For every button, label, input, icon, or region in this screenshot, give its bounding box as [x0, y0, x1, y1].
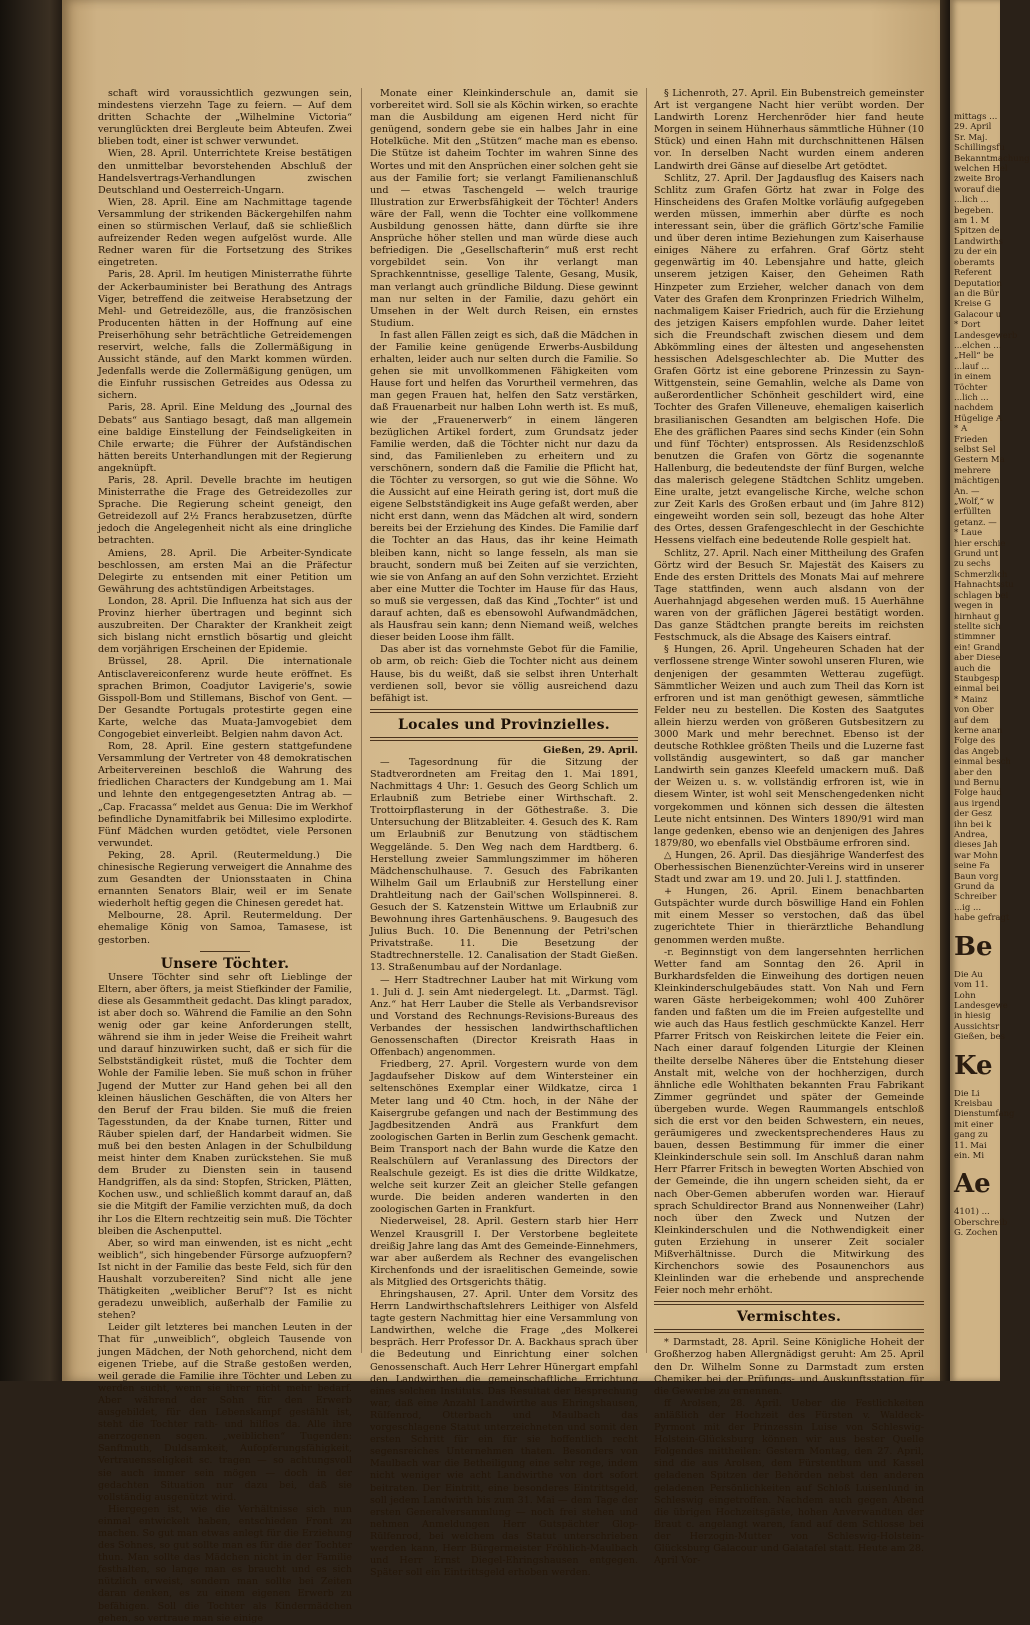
adjacent-page-line: hirnhaut g	[954, 611, 1000, 622]
adjacent-page-line: aus irgend	[954, 798, 1000, 809]
adjacent-page-line: Frieden	[954, 434, 988, 445]
adjacent-page-lines	[950, 0, 1030, 924]
adjacent-page-edge	[950, 0, 1030, 1381]
adjacent-page-line: in einem	[954, 372, 992, 383]
article-paragraph: △ Hungen, 26. April. Das diesjährige Wanderfest des Oberhessischen Bienenzüchter-Vereins wird in unserer Stadt und zwar am 19. und 20. Juli l. J. stattfinden.	[654, 849, 924, 886]
adjacent-page-line: Kreisbau	[954, 1098, 993, 1109]
article-paragraph: Wien, 28. April. Eine am Nachmittage tagende Versammlung der strikenden Bäckergehilfen nahm einen so stürmischen Verlauf, daß sie schließlich aufreizender Reden wegen aufgelöst wurde. Alle Redner waren für die Fortsetzung des Strikes eingetreten.	[98, 196, 352, 269]
adjacent-page-line: aber Diese	[954, 653, 1001, 664]
article-paragraph: ff Arolsen, 28. April. Ueber die Festlichkeiten anläßlich der Hochzeit des Fürsten v. Waldeck-Pyrmont mit der Prinzessin Luise von Schleswig-Holstein-Glücksburg können wir aus bester Quelle Folgendes mittheilen: Gestern Montag, den 27. April, sind die aus Arolsen, dem Fürstenthum und Kassel geladenen Spitzen der Behörden nebst den anderen geladenen Persönlichkeiten auf Schloß Luisenlund in Schleswig eingetroffen. Nachdem auch gegen Abend die übrigen Hochzeitsgäste, hohen Anverwandten der Braut c. angelangt waren, fand auf dem Schlosse bei der Herzogin-Mutter von Schleswig-Holstein-Glücksburg Galacour und Galatafel statt. Heute am 28. April Vor-	[654, 1397, 924, 1567]
adjacent-page-line: Kreise G	[954, 299, 992, 310]
adjacent-page-line: ...lich ...	[954, 195, 989, 206]
section-rule	[370, 737, 638, 741]
article-paragraph: In fast allen Fällen zeigt es sich, daß die Mädchen in der Familie keine genügende Erwerbs-Ausbildung erhalten, leider auch nur selten durch die Familie. So gehen sie mit unvollkommenen Fähigkeiten vom Hause fort und helfen das Vorurtheil vermehren, das man gegen Frauen hat, helfen den Satz verstärken, daß Frauenarbeit nur halben Lohn werth ist. Es muß, wie der „Frauenerwerb“ in einem längeren bezüglichen Artikel fordert, zum Grundsatz jeder Familie werden, daß die Töchter nicht nur dazu da sind, das Familienleben zu erheitern und zu verschönern, sondern daß die Familie die Pflicht hat, die Töchter zu versorgen, so gut wie die Söhne. Wo die Aussicht auf eine Heirath gering ist, dort muß die eigene Selbstständigkeit ins Auge gefaßt werden, aber nicht erst dann, wenn das Mädchen alt wird, sondern bereits bei der Erziehung des Kindes. Die Familie darf die Tochter an das Haus, das ihr keine Heimath bleiben kann, nicht so lange fesseln, als man sie braucht, sondern muß bei Zeiten auf sie verzichten, wie sie von Anfang an auf den Sohn verzichtet. Erzieht aber eine Mutter die Tochter im Hause für das Haus, so muß sie vergessen, daß das Kind „Tochter“ ist und darauf achten, daß es ebensowohl Aufwandmädchen, als Hausfrau sein kann; denn Niemand weiß, welches dieser beiden Loose ihm fällt.	[370, 329, 638, 644]
adjacent-page-line: habe gefragt	[954, 913, 1010, 924]
adjacent-page-line: G. Zochen	[954, 1228, 998, 1239]
adjacent-page-line: mittags ...	[954, 112, 998, 122]
adjacent-page-line: Deputation	[954, 278, 1002, 289]
adjacent-page-heading: Ae	[954, 1169, 991, 1200]
adjacent-page-line: Bekanntmachung	[954, 153, 1030, 164]
adjacent-page-line: * Laue	[954, 528, 983, 539]
adjacent-page-lines	[950, 969, 1008, 1043]
article-paragraph: Leider gilt letzteres bei manchen Leuten in der That für „unweiblich“, obgleich Tausende von jungen Mädchen, der Noth gehorchend, nicht dem eigenen Triebe, auf die Straße gestoßen werden, weil gerade die Familie ihre Töchter und Leben zu werden sucht, wenn sie ihrer nicht mehr bedarf. Aber während der Sohn für den Erwerb ausgebildet, für den Lebenskampf gestählt ist, steht die Tochter rath- und hilflos da. Alle ihre anerzogenen sogen. „weiblichen“ Tugenden: Sanftmuth, Duldsamkeit, Aufopferungsfähigkeit, Vertrauensseligkeit sc. tragen — so achtungsvoll sie auch immer sein mögen — doch in der gedachten Situation nur dazu bei, daß sie vollständig ausgenützt wird.	[98, 1322, 352, 1503]
article-paragraph: * Darmstadt, 28. April. Seine Königliche Hoheit der Großherzog haben Allergnädigst geruht: Am 25. April den Dr. Wilhelm Sonne zu Darmstadt zum ersten Chemiker bei der Prüfungs- und Auskunftsstation für die Gewerbe zu ernennen.	[654, 1337, 924, 1397]
article-paragraph: Schlitz, 27. April. Nach einer Mittheilung des Grafen Görtz wird der Besuch Sr. Majestät des Kaisers zu Ende des ersten Drittels des Monats Mai auf mehrere Tage stattfinden, wenn auch alsdann von der Auerhahnjagd abgesehen werden muß. 15 Auerhähne waren von der gräflichen Jägerei bestätigt worden. Das ganze Städtchen prangte bereits im reichsten Festschmuck, als die Absage des Kaisers eintraf.	[654, 547, 924, 644]
adjacent-page-line: am 1. M	[954, 216, 990, 227]
adjacent-page-line: Die Li	[954, 1088, 980, 1099]
adjacent-page-line: Grund unt	[954, 549, 999, 560]
article-paragraph: Wien, 28. April. Unterrichtete Kreise bestätigen den unmittelbar bevorstehenden Abschluß der Handelsvertrags-Verhandlungen zwischen Deutschland und Oesterreich-Ungarn.	[98, 148, 352, 196]
adjacent-page-line: von Ober	[954, 705, 994, 716]
adjacent-page-line: worauf die	[954, 184, 1001, 195]
adjacent-page-line: „Wolf,“ w	[954, 497, 994, 508]
adjacent-page-line: einmal bei	[954, 684, 999, 695]
adjacent-page-line: gang zu	[954, 1130, 989, 1141]
adjacent-page-line: 4101) ...	[954, 1207, 990, 1218]
adjacent-page-line: selbst Sel	[954, 445, 996, 455]
article-paragraph: Paris, 28. April. Im heutigen Ministerrathe führte der Ackerbauminister bei Berathung des Antrags Viger, betreffend die zeitweise Herabsetzung der Mehl- und Getreidezölle, aus, die französischen Producenten hätten in der Hoffnung auf eine Preiserhöhung sehr beträchtliche Getreidemengen reservirt, welche, falls die Zollermäßigung in Aussicht stände, auf den Markt kommen würden. Jedenfalls werde die Zollermäßigung genügen, um die Einfuhr russischen Getreides aus Odessa zu sichern.	[98, 269, 352, 402]
adjacent-page-line: zu sechs	[954, 559, 991, 570]
section-rule	[200, 951, 250, 952]
adjacent-page-line: An. —	[954, 486, 980, 497]
adjacent-page-line: „Hell“ be	[954, 351, 994, 362]
column-rule	[361, 88, 362, 1353]
adjacent-page-line: auf dem	[954, 715, 989, 726]
adjacent-page-line: Sr. Maj.	[954, 132, 988, 143]
adjacent-page-line: Folge haud	[954, 788, 1002, 799]
adjacent-page-line: ...elchen ...	[954, 340, 1002, 351]
article-paragraph: — Tagesordnung für die Sitzung der Stadtverordneten am Freitag den 1. Mai 1891, Nachmittags 4 Uhr: 1. Gesuch des Georg Schlich um Erlaubniß zum Betriebe einer Wirthschaft. 2. Trottoirpflasterung in der Göthestraße. 3. Die Untersuchung der Blitzableiter. 4. Gesuch des K. Ram um Erlaubniß zur Benutzung von städtischem Weggelände. 5. Den Weg nach dem Hardtberg. 6. Herstellung zweier Sammlungszimmer im höheren Mädchenschulhause. 7. Gesuch des Fabrikanten Wilhelm Gail um Erlaubniß zur Herstellung einer Drahtleitung nach der Gail'schen Wollspinnerei. 8. Gesuch der S. Katzenstein Wittwe um Erlaubniß zur Bewohnung ihres Gartenhäuschens. 9. Baugesuch des Julius Buch. 10. Die Benennung der Petri'schen Privatstraße. 11. Die Besetzung der Stadtrechnerstelle. 12. Canalisation der Stadt Gießen. 13. Straßenumbau auf der Nordanlage.	[370, 756, 638, 974]
article-paragraph: -r. Beginnstigt von dem langersehnten herrlichen Wetter fand am Sonntag den 26. April in Burkhardsfelden die Einweihung des dortigen neuen Kleinkinderschulgebäudes statt. Von Nah und Fern waren Gäste herbeigekommen; wohl 400 Zuhörer fanden und faßten um die im Freien aufgestellte und wie auch das Haus festlich geschmückte Kanzel. Herr Pfarrer Fritsch von Reiskirchen leitete die Feier ein. Nach einer darauf folgenden Liturgie der Kleinen theilte derselbe Näheres über die Entstehung dieser Anstalt mit, welche von der hochherzigen, durch ähnliche edle Wohlthaten bekannten Frau Fabrikant Zimmer gegründet und später der Gemeinde übergeben wurde. Wegen Raummangels entschloß sich die erst vor den beiden Schwestern, ein neues, geräumigeres und zweckentsprechenderes Haus zu bauen, dessen Bestimmung für immer die einer Kleinkinderschule sein soll. Im Anschluß daran nahm Herr Pfarrer Fritsch in bewegten Worten Abschied von der Gemeinde, die ihn ungern scheiden sieht, da er nach Ober-Gemen abberufen worden war. Hierauf sprach Schuldirector Brand aus Nonnenweiher (Lahr) noch über den Zweck und Nutzen der Kleinkinderschulen und die Nothwendigkeit einer guten Erziehung in unserer Zeit socialer Mißverhältnisse. Durch die Mitwirkung des Kirchenchors sowie des Posaunenchors aus Kleinlinden war die erhebende und ansprechende Feier noch mehr erhöht.	[654, 946, 924, 1297]
adjacent-page-line: Spitzen de	[954, 226, 1000, 237]
adjacent-page-line: nachdem	[954, 403, 994, 414]
adjacent-page-line: der Gesz	[954, 809, 992, 820]
adjacent-page-line: einmal besch	[954, 757, 1011, 768]
adjacent-page-line: Andrea,	[954, 830, 988, 841]
adjacent-page-line: welchen Hel	[954, 164, 1008, 175]
adjacent-page-line: ...ig ...	[954, 902, 982, 913]
adjacent-page-line: oberamts	[954, 257, 995, 268]
adjacent-page-line: ...lauf ...	[954, 361, 990, 372]
adjacent-page-line: Grund da	[954, 882, 995, 893]
adjacent-page-line: Landesgewe	[954, 1000, 1008, 1011]
adjacent-page-line: Schillingsfu	[954, 143, 1005, 154]
adjacent-page-line: mächtigen	[954, 476, 1000, 487]
article-paragraph: Amiens, 28. April. Die Arbeiter-Syndicate beschlossen, am ersten Mai an die Präfectur Delegirte zu entsenden mit einer Petition um Gewährung des achtstündigen Arbeitstages.	[98, 547, 352, 595]
adjacent-page-line: Staubgesp	[954, 673, 1000, 684]
article-paragraph: Friedberg, 27. April. Vorgestern wurde von dem Jagdaufseher Diskow auf dem Wintersteiner ein seltenschönes Exemplar einer Wildkatze, circa 1 Meter lang und 40 Ctm. hoch, in der Nähe der Kaisergrube gefangen und nach der Bestimmung des Jagdbesitzenden Andrä aus Frankfurt dem zoologischen Garten in Berlin zum Geschenk gemacht. Beim Transport nach der Bahn wurde die Katze den Realschülern auf Veranlassung des Directors der Realschule gezeigt. Es ist dies die dritte Wildkatze, welche seit kurzer Zeit an gleicher Stelle gefangen wurde. Die beiden anderen wanderten in den zoologischen Garten in Frankfurt.	[370, 1059, 638, 1216]
adjacent-page-line: kerne anan	[954, 725, 1003, 736]
adjacent-page-line: aber den	[954, 767, 993, 778]
adjacent-page-line: Oberschreib	[954, 1217, 1008, 1228]
column-left	[98, 88, 352, 1624]
adjacent-page-line: begeben.	[954, 205, 994, 216]
section-heading: Vermischtes.	[736, 1309, 842, 1326]
adjacent-page-line: ein. Mi	[954, 1150, 985, 1161]
adjacent-page-line: hier erschie	[954, 538, 1006, 549]
adjacent-page-line: erfüllten	[954, 507, 992, 518]
adjacent-page-line: getanz. —	[954, 517, 997, 528]
adjacent-page-line: Gestern Ma	[954, 455, 1005, 466]
article-paragraph: Schlitz, 27. April. Der Jagdausflug des Kaisers nach Schlitz zum Grafen Görtz hat zwar in Folge des Hinscheidens des Grafen Moltke vorläufig aufgegeben werden müssen, immerhin aber dürfte es noch interessant sein, über die gräflich Görtz'sche Familie und über deren intime Beziehungen zum Kaiserhause einiges Nähere zu erfahren. Graf Görtz steht gegenwärtig im 40. Lebensjahre und hatte, gleich unserem jetzigen Kaiser, den Geheimen Rath Hinzpeter zum Erzieher, welcher danach von dem Vater des Grafen dem Kronprinzen Friedrich Wilhelm, nachmaligem Kaiser Friedrich, auch für die Erziehung des jetzigen Kaisers empfohlen wurde. Daher leitet sich die Freundschaft zwischen diesem und dem Abkömmling eines der ältesten und angesehensten hessischen Adelsgeschlechter ab. Die Mutter des Grafen Görtz ist eine geborene Prinzessin zu Sayn-Wittgenstein, seine Gemahlin, welche als Dame von außerordentlicher Schönheit geschildert wird, eine Tochter des Grafen Villeneuve, ehemaligen kaiserlich brasilianischen Gesandten am belgischen Hofe. Die Ehe des gräflichen Paares sind sechs Kinder (ein Sohn und fünf Töchter) entsprossen. Als Residenzschloß benutzen die Grafen von Görtz die sogenannte Hallenburg, die bedeutendste der fünf Burgen, welche das malerisch gelegene Städtchen Schlitz umgeben. Eine uralte, jetzt evangelische Kirche, welche schon zur Zeit Karls des Großen erbaut und (im Jahre 812) eingeweiht worden sein soll, bezeugt das hohe Alter des Ortes, dessen Grafengeschlecht in der Geschichte Hessens vielfach eine bedeutende Rolle gespielt hat.	[654, 172, 924, 547]
section-heading: Locales und Provinzielles.	[398, 716, 610, 733]
adjacent-page-line: dieses Jah	[954, 840, 998, 851]
article-paragraph: London, 28. April. Die Influenza hat sich aus der Provinz hierher übertragen und beginnt sich auszubreiten. Der Charakter der Krankheit zeigt sich bislang nicht ernstlich bösartig und gleicht dem vorjährigen Erscheinen der Epidemie.	[98, 595, 352, 656]
adjacent-page-line: Aussichtsr	[954, 1021, 1000, 1032]
adjacent-page-line: stellte sich	[954, 621, 1001, 632]
adjacent-page-line: Galacour u	[954, 309, 1002, 320]
adjacent-page-line: seine Fa	[954, 861, 990, 872]
adjacent-page-line: Schmerzlich	[954, 569, 1008, 580]
adjacent-page-line: * Mainz	[954, 694, 988, 705]
article-paragraph: Melbourne, 28. April. Reutermeldung. Der ehemalige König von Samoa, Tamasese, ist gestorben.	[98, 910, 352, 946]
article-paragraph: Brüssel, 28. April. Die internationale Antisclavereiconferenz wurde heute eröffnet. Es sprachen Brimon, Coadjutor Lavigerie's, sowie Gisspoll-Bom und Stillemans, Bischof von Gent. — Der Gesandte Portugals protestirte gegen eine Karte, welche das Muata-Jamvogebiet dem Congogebiet einverleibt. Belgien nahm davon Act.	[98, 656, 352, 740]
adjacent-page-line: vom 11.	[954, 980, 989, 991]
adjacent-page-line: wegen in	[954, 601, 994, 612]
article-paragraph: schaft wird voraussichtlich gezwungen sein, mindestens vierzehn Tage zu feiern. — Auf dem dritten Schachte der „Wilhelmine Victoria“ verunglückten drei Bergleute beim Abteufen. Zwei blieben todt, einer ist schwer verwundet.	[98, 88, 352, 148]
adjacent-page-line: ein! Grand	[954, 642, 1001, 653]
adjacent-page-line: Die Au	[954, 969, 983, 980]
adjacent-page-line: Landesgewerb	[954, 330, 1018, 341]
adjacent-page-line: Lohn	[954, 990, 976, 1001]
adjacent-page-line: war Mohn	[954, 850, 998, 861]
column-right	[654, 88, 924, 1567]
adjacent-page-line: Hahnachtsstu	[954, 580, 1014, 591]
adjacent-page-line: und Bernu	[954, 778, 1000, 788]
adjacent-page-line: das Angeb	[954, 746, 1000, 757]
article-paragraph: § Hungen, 26. April. Ungeheuren Schaden hat der verflossene strenge Winter sowohl unseren Fluren, wie denjenigen der gesammten Wetterau zugefügt. Sämmtlicher Weizen und auch zum Theil das Korn ist erfroren und ist man genöthigt gewesen, sämmtliche Felder neu zu bestellen. Die Kosten des Saatgutes allein hierzu werden von größeren Gutsbesitzern zu 3000 Mark und mehr berechnet. Ebenso ist der deutsche Rothklee größten Theils und die Luzerne fast vollständig ausgewintert, so daß gar mancher Landwirth sein ganzes Kleefeld umackern muß. Daß der Weizen u. s. w. vollständig erfroren ist, wie in diesem Winter, ist wohl seit Menschengedenken nicht vorgekommen und können sich dessen die ältesten Leute nicht entsinnen. Des Winters 1890/91 wird man lange gedenken, ebenso wie an denjenigen des Jahres 1879/80, wo ebenfalls viel Obstbäume erfroren sind.	[654, 644, 924, 849]
adjacent-page-heading: Be	[954, 931, 993, 962]
article-paragraph: Monate einer Kleinkinderschule an, damit sie vorbereitet wird. Soll sie als Köchin wirken, so erachte man die Ausbildung am eigenen Herd nicht für genügend, sondern gebe sie ein halbes Jahr in eine Hotelküche. Mit den „Stützen“ mache man es ebenso. Die Stütze ist daheim Tochter im wahren Sinne des Wortes und mit den Ansprüchen einer solchen geht sie aus der Familie fort; sie verlangt Familienanschluß und — etwas Taschengeld — welch traurige Illustration zur Erwerbsfähigkeit der Töchter! Anders wäre der Fall, wenn die Tochter eine vollkommene Ausbildung genossen hätte, dann dürfte sie ihre Ansprüche höher stellen und man würde diese auch befriedigen. Die „Gesellschafterin“ muß erst recht vorgebildet sein. Von ihr verlangt man Sprachkenntnisse, gesellige Talente, Gesang, Musik, man verlangt auch gründliche Bildung. Diese gewinnt man nur selten in der Familie, dazu gehört ein Umsehen in der Welt durch Reisen, ein ernstes Studium.	[370, 88, 638, 329]
adjacent-page-line: Referent	[954, 268, 992, 279]
article-paragraph: Niederweisel, 28. April. Gestern starb hier Herr Wenzel Krausgrill I. Der Verstorbene begleitete dreißig Jahre lang das Amt des Gemeinde-Einnehmers, war aber außerdem als Rechner des evangelischen Kirchenfonds und der israelitischen Gemeinde, sowie als Mitglied des Ortsgerichts thätig.	[370, 1216, 638, 1288]
article-paragraph: Peking, 28. April. (Reutermeldung.) Die chinesische Regierung verweigert die Annahme des zum Gesandten der Unionsstaaten in China ernannten Senators Blair, weil er im Senate wiederholt heftig gegen die Chinesen geredet hat.	[98, 849, 352, 910]
article-paragraph: Rom, 28. April. Eine gestern stattgefundene Versammlung der Vertreter von 48 demokratischen Arbeitervereinen beschloß die Wahrung des friedlichen Characters der Kundgebung am 1. Mai und lehnte den entgegengesetzten Antrag ab. — „Cap. Fracassa“ meldet aus Genua: Die im Werkhof befindliche Dynamitfabrik bei Millesimo explodirte. Fünf Mädchen wurden getödtet, viele Personen verwundet.	[98, 741, 352, 849]
adjacent-page-heading: Ke	[954, 1050, 993, 1081]
adjacent-page-line: zweite Bro	[954, 174, 1001, 185]
adjacent-page-line: Folge des	[954, 736, 996, 747]
article-paragraph: Aber, so wird man einwenden, ist es nicht „echt weiblich“, sich hingebender Fürsorge aufzuopfern? Ist nicht in der Familie das beste Feld, sich für den Haushalt vorzubereiten? Sind nicht alle jene Thätigkeiten „weiblicher Beruf“? Ist es nicht geradezu unweiblich, außerhalb der Familie zu stehen?	[98, 1237, 352, 1322]
section-rule	[654, 1301, 924, 1305]
adjacent-page-line: * Dort	[954, 320, 981, 331]
section-rule	[654, 1329, 924, 1333]
article-paragraph: Unsere Töchter sind sehr oft Lieblinge der Eltern, aber öfters, ja meist Stiefkinder der Familie, diese als Gesammtheit gedacht. Das klingt paradox, ist aber doch so. Während die Familie an den Sohn wenig oder gar keine Anforderungen stellt, während sie ihm in jeder Weise die Freiheit wahrt und darauf hinzuwirken sucht, daß er sich für die Selbstständigkeit rüstet, muß die Tochter dem Wohle der Familie leben. Sie muß schon in früher Jugend der Mutter zur Hand gehen bei all den kleinen häuslichen Geschäften, die von Alters her den Beruf der Frau bilden. Sie muß die freien Tagesstunden, da der Knabe turnen, Ritter und Räuber spielen darf, der Handarbeit widmen. Sie muß bei den besten Anlagen in der Schulbildung meist hinter dem Knaben zurückstehen. Sie muß dem Bruder zu Diensten sein in tausend Handgriffen, als da sind: Stopfen, Stricken, Plätten, Kochen usw., und schließlich kommt darauf an, daß sie die Mitgift der Familie verzichten muß, da doch ihr Los die Eltern rechtzeitig sein muß. Die Töchter bleiben die Aschenputtel.	[98, 971, 352, 1237]
article-paragraph: Hiergegen ist, wie die Verhältnisse sich nun einmal entwickelt haben, entschieden Front zu machen. So gut man etwas anlegt für die Erziehung des Sohnes, so gut sollte man es für die der Tochter thun. Man sollte das Mädchen nicht in der Familie festhalten, so lange man es braucht und es sich nützlich erweist, sondern man sollte bei Zeiten daran denken, es zu einem eigenen Erwerb zu befähigen. Soll die Tochter als Kindermädchen gehen, so vertraue man sie einige	[98, 1503, 352, 1624]
article-paragraph: Paris, 28. April. Eine Meldung des „Journal des Debats“ aus Santiago besagt, daß man allgemein eine baldige Einstellung der Feindseligkeiten in Chile erwarte; die Führer der Aufständischen hätten bereits Unterhandlungen mit der Regierung angeknüpft.	[98, 402, 352, 474]
adjacent-page-line: schlagen bei	[954, 590, 1009, 601]
article-paragraph: Ehringshausen, 27. April. Unter dem Vorsitz des Herrn Landwirthschaftslehrers Leithiger von Alsfeld tagte gestern Nachmittag hier eine Versammlung von Landwirthen, welche die Frage „des Molkerei bespräch. Herr Professor Dr. A. Backhaus sprach über die Bedeutung und Einrichtung einer solchen Genossenschaft. Auch Herr Lehrer Hünergart empfahl den Landwirthen die gemeinschaftliche Errichtung eines solchen Instituts. Das Resultat der Besprechung war, daß eine Anzahl Landwirthe aus Ehringshausen, Rülfenrod, Otterbach und Maulbach das vorgeschlagene Statut unterzeichneten und somit den ersten Schritt für ein für sie hoffentlich recht segensreiches Unternehmen thaten. Besonders von Maulbach war die Betheiligung eine sehr rege, indem nicht weniger wie acht Landwirthe von dort sofort beitraten. Der Eintritt, eine besonderes Eintrittsgeld, soll jedem Landwirth bis zum 31. Mai — dem Tage der ersten Generalversammlung — noch frei stehen und nehmen Anmeldungen Herr Gutspächter Glop-Rülfenrod, bei welchem das Statut unterschrieben werden kann, Herr Bürgermeister Fröhlich-Maulbach und Herr Ernst Diegel-Ehringshausen entgegen. Später soll ein Eintrittsgeld erhoben werden.	[370, 1289, 638, 1579]
adjacent-page-line: zu der ein	[954, 247, 998, 258]
article-paragraph: § Lichenroth, 27. April. Ein Bubenstreich gemeinster Art ist vergangene Nacht hier verübt worden. Der Landwirth Lorenz Herchenröder hier fand heute Morgen in seinem Hühnerhaus sämmtliche Hühner (10 Stück) und einen Hahn mit durchschnittenen Hälsen vor. In derselben Nacht wurden einem anderen Landwirth drei Gänse auf dieselbe Art getödtet.	[654, 88, 924, 172]
adjacent-page-line: Dienstumfang	[954, 1109, 1015, 1120]
adjacent-page-lines	[950, 1088, 1015, 1162]
adjacent-page-lines	[950, 1207, 1008, 1239]
adjacent-page-line: Baun vorg	[954, 871, 999, 882]
adjacent-page-line: mehrere	[954, 465, 991, 476]
adjacent-page-line: ...lich ...	[954, 392, 989, 403]
book-binding	[0, 0, 62, 1381]
adjacent-page-line: stimmner	[954, 632, 996, 643]
adjacent-page-line: Landwirths	[954, 236, 1003, 247]
adjacent-page-line: Schreiber	[954, 892, 997, 903]
article-paragraph: Das aber ist das vornehmste Gebot für die Familie, ob arm, ob reich: Gieb die Tochter nicht aus deinem Hause, bis du weißt, daß sie selbst ihren Unterhalt verdienen soll, bevor sie völlig ausreichend dazu befähigt ist.	[370, 644, 638, 704]
column-middle	[370, 88, 638, 1579]
adjacent-page-line: an die Bür	[954, 288, 999, 299]
adjacent-page-line: Hügelige A	[954, 413, 1003, 424]
section-heading: Unsere Töchter.	[160, 955, 290, 972]
adjacent-page-line: Töchter	[954, 382, 988, 393]
adjacent-page-line: in hiesig	[954, 1011, 991, 1022]
adjacent-page-line: mit einer	[954, 1119, 994, 1130]
adjacent-page-line: * A	[954, 424, 968, 435]
article-paragraph: + Hungen, 26. April. Einem benachbarten Gutspächter wurde durch böswillige Hand ein Fohlen mit einem Messer so verstochen, daß das übel zugerichtete Thier in thierärztliche Behandlung genommen werden mußte.	[654, 886, 924, 946]
adjacent-page-line: 29. April	[954, 122, 992, 133]
page-gutter	[940, 0, 950, 1381]
adjacent-page-line: 11. Mai	[954, 1140, 987, 1151]
column-rule	[646, 88, 647, 1353]
article-paragraph: Paris, 28. April. Develle brachte im heutigen Ministerrathe die Frage des Getreidezolles zur Sprache. Die Regierung scheint geneigt, den Getreidezoll auf 2½ Francs herabzusetzen, dürfte jedoch die Angelegenheit nicht als eine dringliche betrachten.	[98, 475, 352, 547]
adjacent-page-line: ihn bei k	[954, 819, 992, 830]
adjacent-page-line: Gießen, bes	[954, 1032, 1005, 1043]
dateline: Gießen, 29. April.	[543, 744, 638, 756]
section-rule	[370, 709, 638, 713]
article-paragraph: — Herr Stadtrechner Lauber hat mit Wirkung vom 1. Juli d. J. sein Amt niedergelegt. Lt. „Darmst. Tägl. Anz.“ hat Herr Lauber die Stelle als Verbandsrevisor und Vorstand des Rechnungs-Revisions-Bureaus des Verbandes der hessischen landwirthschaftlichen Genossenschaften (Director Kreisrath Haas in Offenbach) angenommen.	[370, 974, 638, 1059]
adjacent-page-line: auch die	[954, 663, 991, 674]
